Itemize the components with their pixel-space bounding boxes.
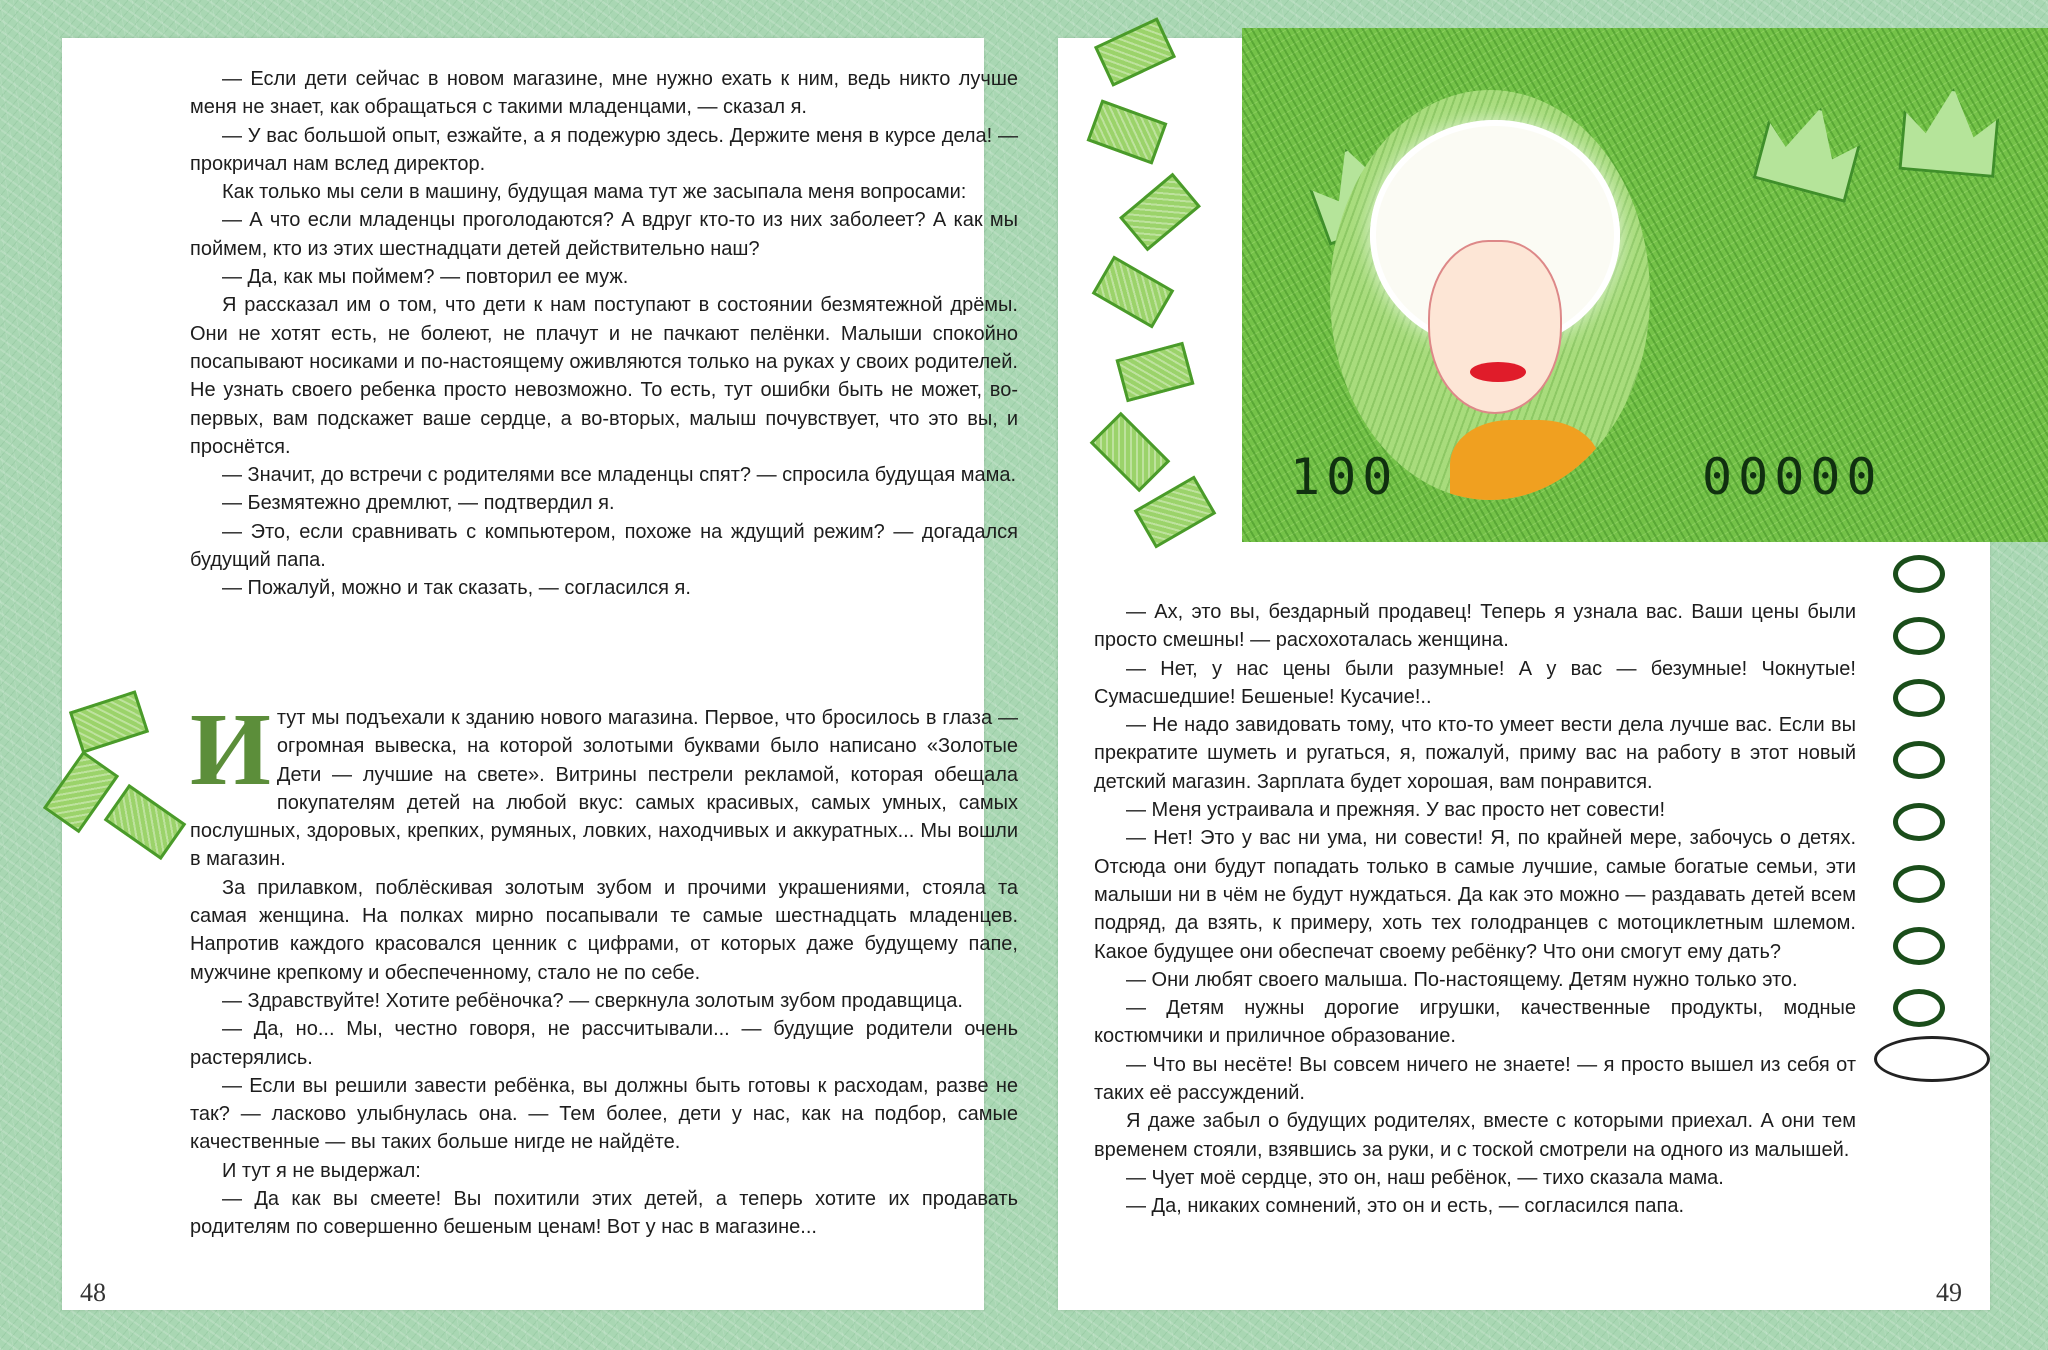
banknote-value-left: 100 <box>1290 448 1399 506</box>
fox-collar-illustration <box>1450 420 1600 500</box>
dropcap-paragraph-text: тут мы подъехали к зданию нового магазина. Первое, что бросилось в глаза — огромная вывеска, на которой золотыми буквами было написано «Золотые Дети — лучшие на свете». Витрины пестрели рекламой, которая обещала покупателям детей на любой вкус: самых красивых, самых умных, самых послушных, здоровых, крепких, румяных, ловких, находчивых и аккуратных... Мы вошли в магазин. <box>190 707 1018 871</box>
paragraph: — Это, если сравнивать с компьютером, похоже на ждущий режим? — догадался будущий папа. <box>190 520 1018 572</box>
zero-glyph-illustration <box>1893 989 1945 1027</box>
paragraph: — Не надо завидовать тому, что кто-то умеет вести дела лучше вас. Если вы прекратите шуметь и ругаться, я, пожалуй, приму вас на работу в этот новый детский магазин. Зарплата будет хорошая, вам понравится. <box>1094 714 1856 793</box>
paragraph: — Чует моё сердце, это он, наш ребёнок, — тихо сказала мама. <box>1126 1166 1724 1189</box>
red-lips-illustration <box>1470 362 1526 382</box>
banknote-value-right: 00000 <box>1702 448 1883 506</box>
paragraph: — Детям нужны дорогие игрушки, качественные продукты, модные костюмчики и приличное образование. <box>1094 997 1856 1048</box>
paragraph: — Да как вы смеете! Вы похитили этих детей, а теперь хотите их продавать родителям по совершенно бешеным ценам! Вот у нас в магазине... <box>190 1188 1018 1239</box>
dropcap-paragraph <box>190 692 1018 874</box>
paragraph: — Да, как мы поймем? — повторил ее муж. <box>222 266 629 289</box>
zero-glyph-illustration <box>1893 679 1945 717</box>
paragraph: — У вас большой опыт, езжайте, а я подежурю здесь. Держите меня в курсе дела! — прокричал нам вслед директор. <box>190 124 1018 175</box>
paragraph: — Если дети сейчас в новом магазине, мне нужно ехать к ним, ведь никто лучше меня не знает, как обращаться с такими младенцами, — сказал я. <box>190 68 1018 119</box>
zero-glyph-illustration <box>1893 803 1945 841</box>
zero-glyph-illustration <box>1893 617 1945 655</box>
paragraph: За прилавком, поблёскивая золотым зубом и прочими украшениями, стояла та самая женщина. На полках мирно посапывали те самые шестнадцать младенцев. Напротив каждого красовался ценник с цифрами, от которых даже будущему папе, мужчине крепкому и обеспеченному, стало не по себе. <box>190 876 1018 984</box>
paragraph: — Да, но... Мы, честно говоря, не рассчитывали... — будущие родители очень растерялись. <box>190 1018 1018 1069</box>
paragraph: — Нет, у нас цены были разумные! А у вас — безумные! Чокнутые! Сумасшедшие! Бешеные! Кусачие!.. <box>1094 657 1856 708</box>
woman-face-illustration <box>1428 240 1562 414</box>
paragraph: — Ах, это вы, бездарный продавец! Теперь я узнала вас. Ваши цены были просто смешны! — расхохоталась женщина. <box>1094 601 1856 652</box>
signature-illustration <box>1874 1036 1990 1082</box>
zero-glyph-illustration <box>1893 555 1945 593</box>
crown-illustration <box>1898 84 2001 178</box>
dropcap-letter: И <box>190 692 271 807</box>
zero-glyph-illustration <box>1893 865 1945 903</box>
banknote-illustration <box>1242 28 2048 542</box>
right-body-text <box>1094 598 1856 1221</box>
left-bottom-text <box>190 692 1018 1242</box>
paragraph: — А что если младенцы проголодаются? А вдруг кто-то из них заболеет? А как мы поймем, кто из этих шестнадцати детей действительно наш? <box>190 209 1018 260</box>
crown-illustration <box>1753 95 1868 203</box>
zero-glyph-illustration <box>1893 741 1945 779</box>
paragraph: — Безмятежно дремлют, — подтвердил я. <box>222 492 615 515</box>
paragraph: — Пожалуй, можно и так сказать, — согласился я. <box>222 577 691 600</box>
page-number-left: 48 <box>80 1278 106 1307</box>
paragraph: И тут я не выдержал: <box>222 1159 421 1182</box>
zeros-column-illustration <box>1893 555 1953 1051</box>
zero-glyph-illustration <box>1893 927 1945 965</box>
paragraph: — Что вы несёте! Вы совсем ничего не знаете! — я просто вышел из себя от таких её рассуждений. <box>1094 1053 1856 1105</box>
paragraph: — Меня устраивала и прежняя. У вас просто нет совести! <box>1126 799 1666 822</box>
paragraph: — Да, никаких сомнений, это он и есть, — согласился папа. <box>1126 1195 1685 1218</box>
portrait-oval <box>1330 90 1650 500</box>
paragraph: Я рассказал им о том, что дети к нам поступают в состоянии безмятежной дрёмы. Они не хотят есть, не болеют, не плачут и не пачкают пелёнки. Малыши спокойно посапывают носиками и по-настоящему оживляются только на руках у своих родителей. Не узнать своего ребенка просто невозможно. То есть, тут ошибки быть не может, во-первых, вам подскажет ваше сердце, а во-вторых, малыш почувствует, что это вы, и проснётся. <box>190 294 1018 458</box>
left-page <box>62 38 1018 1310</box>
paragraph: — Они любят своего малыша. По-настоящему. Детям нужно только это. <box>1126 968 1798 991</box>
paragraph: Как только мы сели в машину, будущая мама тут же засыпала меня вопросами: <box>222 181 967 204</box>
paragraph: — Если вы решили завести ребёнка, вы должны быть готовы к расходам, разве не так? — ласково улыбнулась она. — Тем более, дети у нас, как на подбор, самые качественные — вы таких больше нигде не найдёте. <box>190 1074 1018 1154</box>
page-number-right: 49 <box>1936 1278 1962 1307</box>
paragraph: — Здравствуйте! Хотите ребёночка? — сверкнула золотым зубом продавщица. <box>222 989 963 1012</box>
left-top-text <box>190 65 1018 603</box>
paragraph: — Нет! Это у вас ни ума, ни совести! Я, по крайней мере, забочусь о детях. Отсюда они будут попадать только в самые лучшие, самые богатые семьи, эти малыши ни в чём не будут нуждаться. Да как это можно — раздавать детей всем подряд, да взять, к примеру, хоть тех голодранцев с мотоциклетным шлемом. Какое будущее они обеспечат своему ребёнку? Что они смогут ему дать? <box>1094 827 1856 963</box>
paragraph: — Значит, до встречи с родителями все младенцы спят? — спросила будущая мама. <box>222 464 1017 487</box>
paragraph: Я даже забыл о будущих родителях, вместе с которыми приехал. А они тем временем стояли, взявшись за руки, и с тоской смотрели на одного из малышей. <box>1094 1110 1856 1161</box>
